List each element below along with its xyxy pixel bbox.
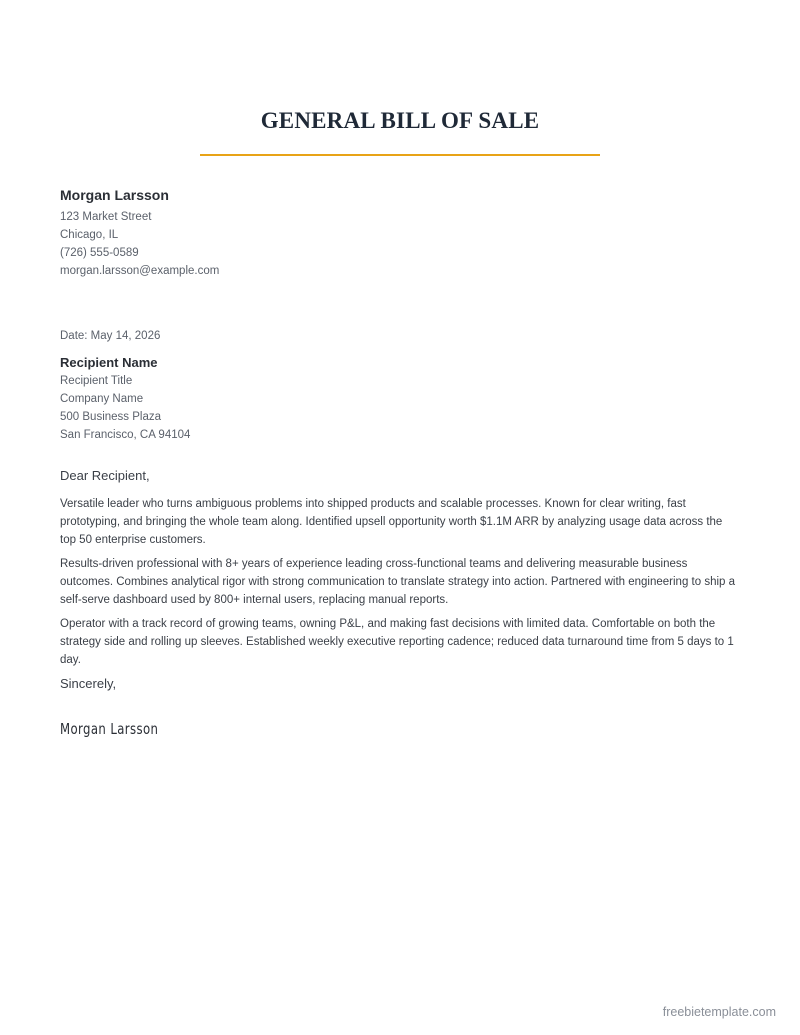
- closing: Sincerely,: [60, 676, 117, 691]
- body-paragraph: Operator with a track record of growing teams, owning P&L, and making fast decisions with limited data. Comfortable on both the strategy side and rolling up sleeves. Established weekly executive reporting cadence; reduced data turnaround time from 5 days to 1 day.: [60, 618, 734, 666]
- body-paragraph: Versatile leader who turns ambiguous problems into shipped products and scalable processes. Known for clear writing, fast prototyping, and bringing the whole team along. Identified upsell opportunity worth $1.1M ARR by analyzing usage data across the top 50 enterprise customers.: [60, 498, 723, 546]
- recipient-street: 500 Business Plaza: [60, 411, 162, 423]
- sender-email: morgan.larsson@example.com: [60, 265, 220, 277]
- recipient-title: Recipient Title: [60, 375, 133, 387]
- signature: Morgan Larsson: [60, 720, 159, 738]
- sender-block: [60, 186, 740, 280]
- letter-body: [60, 495, 740, 675]
- footer-brand: freebietemplate.com: [662, 1005, 776, 1019]
- sender-name: Morgan Larsson: [60, 187, 169, 203]
- salutation: Dear Recipient,: [60, 468, 150, 483]
- document-title: GENERAL BILL OF SALE: [260, 108, 540, 133]
- body-paragraph: Results-driven professional with 8+ years of experience leading cross-functional teams and delivering measurable business outcomes. Combines analytical rigor with strong communication to translate strategy into action. Partnered with engineering to ship a self-serve dashboard used by 800+ internal users, replacing manual reports.: [60, 558, 736, 606]
- recipient-company: Company Name: [60, 393, 144, 405]
- sender-street: 123 Market Street: [60, 211, 152, 223]
- recipient-city: San Francisco, CA 94104: [60, 429, 191, 441]
- recipient-name: Recipient Name: [60, 355, 158, 370]
- sender-city: Chicago, IL: [60, 229, 119, 241]
- title-underline: [200, 154, 600, 156]
- sender-phone: (726) 555-0589: [60, 247, 139, 259]
- recipient-block: [60, 354, 740, 444]
- letter-date: Date: May 14, 2026: [60, 330, 161, 342]
